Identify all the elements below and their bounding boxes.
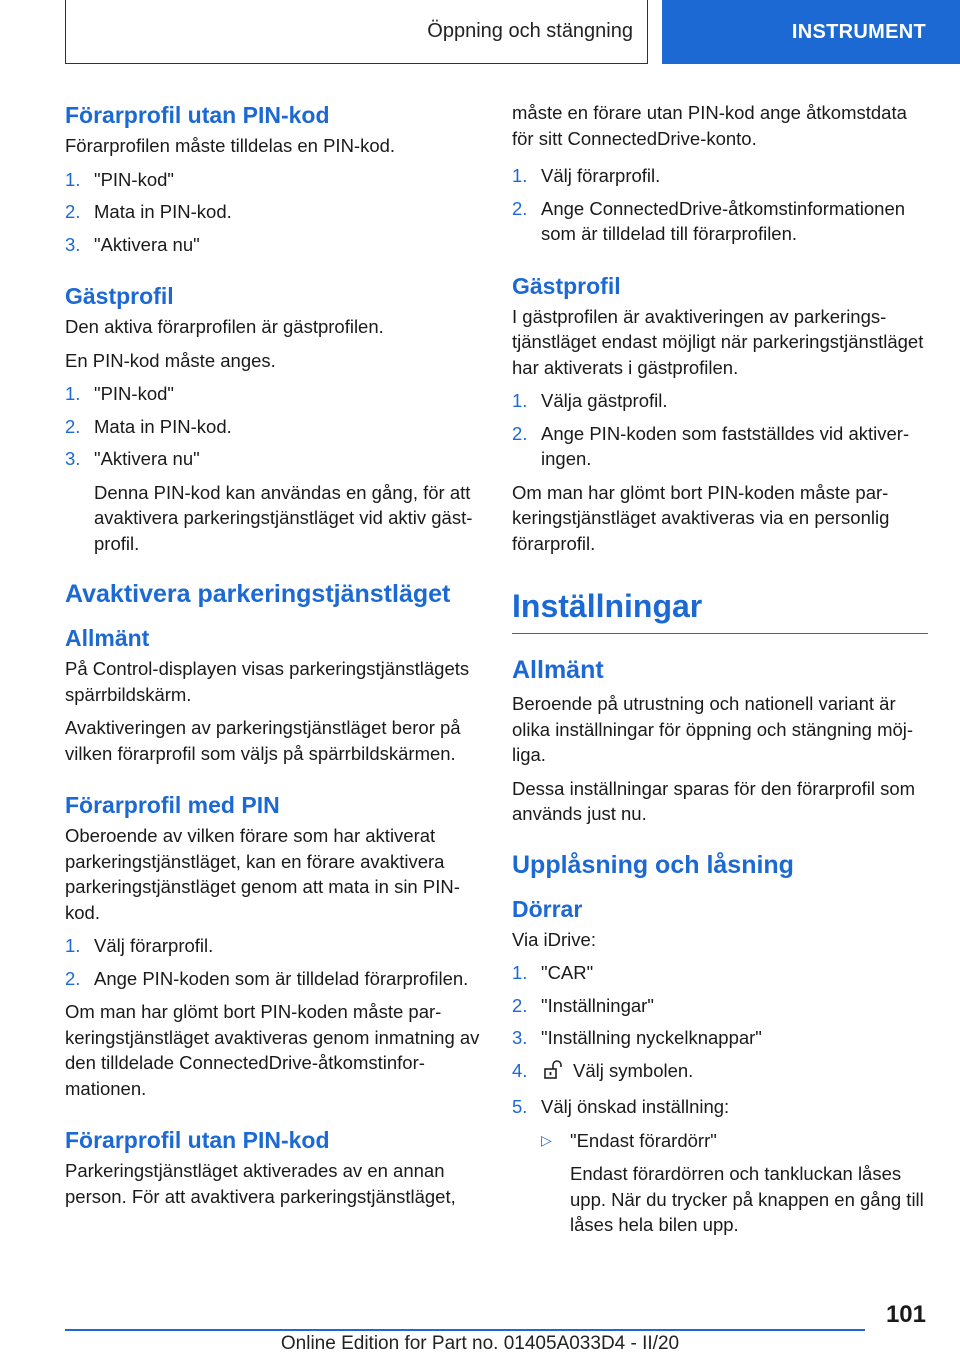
steps-list: [65, 381, 480, 556]
step-number: 3.: [512, 1027, 528, 1048]
step-number: 1.: [65, 383, 81, 404]
step-number: 3.: [65, 233, 81, 255]
sub-item-text: "Endast förardörr": [570, 1129, 717, 1151]
steps-list: [512, 163, 928, 247]
footer-edition-text: Online Edition for Part no. 01405A033D4 - II/20: [280, 1333, 680, 1354]
step-text: "Aktivera nu": [94, 233, 200, 255]
list-item: [512, 960, 928, 986]
step-content: [541, 1094, 928, 1238]
step-text: Mata in PIN-kod.: [94, 201, 232, 222]
heading-driver-profile-with-pin: Förarprofil med PIN: [65, 792, 280, 818]
step-number: 2.: [512, 422, 528, 444]
step-text: Välja gästprofil.: [541, 390, 668, 411]
paragraph: Om man har glömt bort PIN-koden måste parkeringstjänstläget avaktiveras genom inmatning av den tilldelade ConnectedDrive-åtkomstinformationen.: [65, 1001, 480, 1099]
paragraph: Oberoende av vilken förare som har aktiverat parkeringstjänstläget, kan en förare avaktivera parkeringstjänstläget genom att mata in sin PIN-kod.: [65, 825, 460, 923]
paragraph: Dessa inställningar sparas för den förarprofil som används just nu.: [512, 777, 916, 824]
step-text: "Aktivera nu": [94, 448, 200, 469]
triangle-right-icon: ▷: [541, 1131, 552, 1148]
list-item: [512, 196, 928, 247]
paragraph: Förarprofilen måste tilldelas en PIN-kod.: [65, 135, 396, 156]
header-chapter-tab[interactable]: [662, 0, 960, 64]
step-number: 1.: [512, 390, 528, 411]
paragraph: Den aktiva förarprofilen är gästprofilen.: [65, 316, 384, 337]
step-text: "Inställning nyckelknappar": [541, 1027, 762, 1048]
list-item: [65, 381, 480, 407]
sub-list-item: [541, 1128, 928, 1238]
step-text: "PIN-kod": [94, 383, 174, 404]
step-number: 4.: [512, 1059, 528, 1081]
step-number: 2.: [65, 415, 81, 437]
step-content: [94, 446, 480, 556]
step-text: Mata in PIN-kod.: [94, 415, 232, 437]
page-number: 101: [885, 1301, 926, 1328]
list-item: [512, 1094, 928, 1238]
heading-unlocking-locking: Upplåsning och låsning: [512, 850, 794, 879]
step-text: Välj symbolen.: [573, 1059, 694, 1081]
step-number: 1.: [65, 168, 81, 190]
step-text: Välj önskad inställning:: [541, 1096, 730, 1117]
left-column: [65, 100, 480, 1217]
paragraph: Via iDrive:: [512, 928, 596, 950]
step-number: 1.: [512, 962, 528, 983]
list-item: [65, 966, 480, 992]
paragraph: På Control-displayen visas parkeringstjänstlägets spärrbildskärm.: [65, 658, 470, 705]
step-number: 1.: [65, 935, 81, 956]
step-note: Denna PIN-kod kan användas en gång, för att avaktivera parkeringstjänstläget vid aktiv gästprofil.: [94, 481, 473, 554]
heading-deactivate-valet-mode: Avaktivera parkeringstjänstläget: [65, 580, 451, 608]
step-text: Ange ConnectedDrive-åtkomstinformationen som är tilldelad till förarprofilen.: [541, 197, 906, 244]
list-item: [65, 446, 480, 556]
sub-list: [541, 1128, 928, 1238]
list-item: [65, 933, 480, 959]
step-number: 2.: [65, 967, 81, 989]
step-text: "PIN-kod": [94, 168, 174, 190]
heading-general-2: Allmänt: [512, 656, 604, 684]
heading-settings: Inställningar: [512, 588, 928, 634]
step-number: 3.: [65, 448, 81, 469]
paragraph: Parkeringstjänstläget aktiverades av en annan person. För att avaktivera parkeringstjänstläget,: [65, 1160, 456, 1207]
step-text: "CAR": [541, 962, 594, 983]
list-item: [65, 167, 480, 193]
step-number: 1.: [512, 165, 528, 186]
header-chapter-title: INSTRUMENT: [791, 20, 926, 43]
paragraph: Om man har glömt bort PIN-koden måste parkeringstjänstläget avaktiveras via en personlig förarprofil.: [512, 481, 890, 554]
list-item: [65, 414, 480, 440]
step-number: 2.: [512, 994, 528, 1016]
list-item: [512, 163, 928, 189]
list-item: [512, 993, 928, 1019]
unlock-icon: [541, 1059, 563, 1088]
step-text: "Inställningar": [541, 994, 654, 1016]
list-item: [65, 232, 480, 258]
heading-general: Allmänt: [65, 625, 150, 651]
step-text: Välj förarprofil.: [541, 165, 661, 186]
list-item: [512, 1025, 928, 1051]
header-section-tab: [65, 0, 648, 64]
heading-doors: Dörrar: [512, 895, 583, 922]
heading-driver-profile-no-pin: Förarprofil utan PIN-kod: [65, 102, 330, 128]
list-item: [512, 421, 928, 472]
step-number: 2.: [512, 197, 528, 219]
sub-item-note: Endast förardörren och tankluckan låses upp. När du trycker på knappen en gång till låses hela bilen upp.: [570, 1163, 924, 1235]
paragraph: En PIN-kod måste anges.: [65, 349, 276, 371]
heading-guest-profile-2: Gästprofil: [512, 272, 621, 299]
footer-divider: [65, 1329, 865, 1331]
step-number: 5.: [512, 1096, 528, 1117]
paragraph: Beroende på utrustning och nationell variant är olika inställningar för öppning och stängning möjliga.: [512, 693, 914, 765]
paragraph: I gästprofilen är avaktiveringen av parkeringstjänstläget endast möjligt när parkeringstjänstläget har aktiverats i gästprofilen.: [512, 305, 924, 378]
list-item: [512, 1058, 928, 1088]
header-section-title: Öppning och stängning: [427, 20, 633, 42]
right-column: [512, 100, 928, 1246]
paragraph: Avaktiveringen av parkeringstjänstläget beror på vilken förarprofil som väljs på spärrbildskärmen.: [65, 717, 461, 764]
step-text: Välj förarprofil.: [94, 935, 214, 956]
list-item: [512, 388, 928, 414]
steps-list: [65, 933, 480, 991]
heading-driver-profile-no-pin-2: Förarprofil utan PIN-kod: [65, 1127, 330, 1153]
step-text: Ange PIN-koden som är tilldelad förarprofilen.: [94, 967, 469, 989]
list-item: [65, 199, 480, 225]
paragraph: måste en förare utan PIN-kod ange åtkomstdata för sitt ConnectedDrive-konto.: [512, 102, 907, 149]
steps-list: [512, 960, 928, 1238]
step-text: Ange PIN-koden som fastställdes vid aktiveringen.: [541, 422, 910, 469]
steps-list: [512, 388, 928, 472]
step-content: [541, 1058, 928, 1088]
heading-guest-profile: Gästprofil: [65, 283, 174, 309]
step-number: 2.: [65, 201, 81, 222]
sub-item-content: [570, 1128, 928, 1238]
steps-list: [65, 167, 480, 258]
